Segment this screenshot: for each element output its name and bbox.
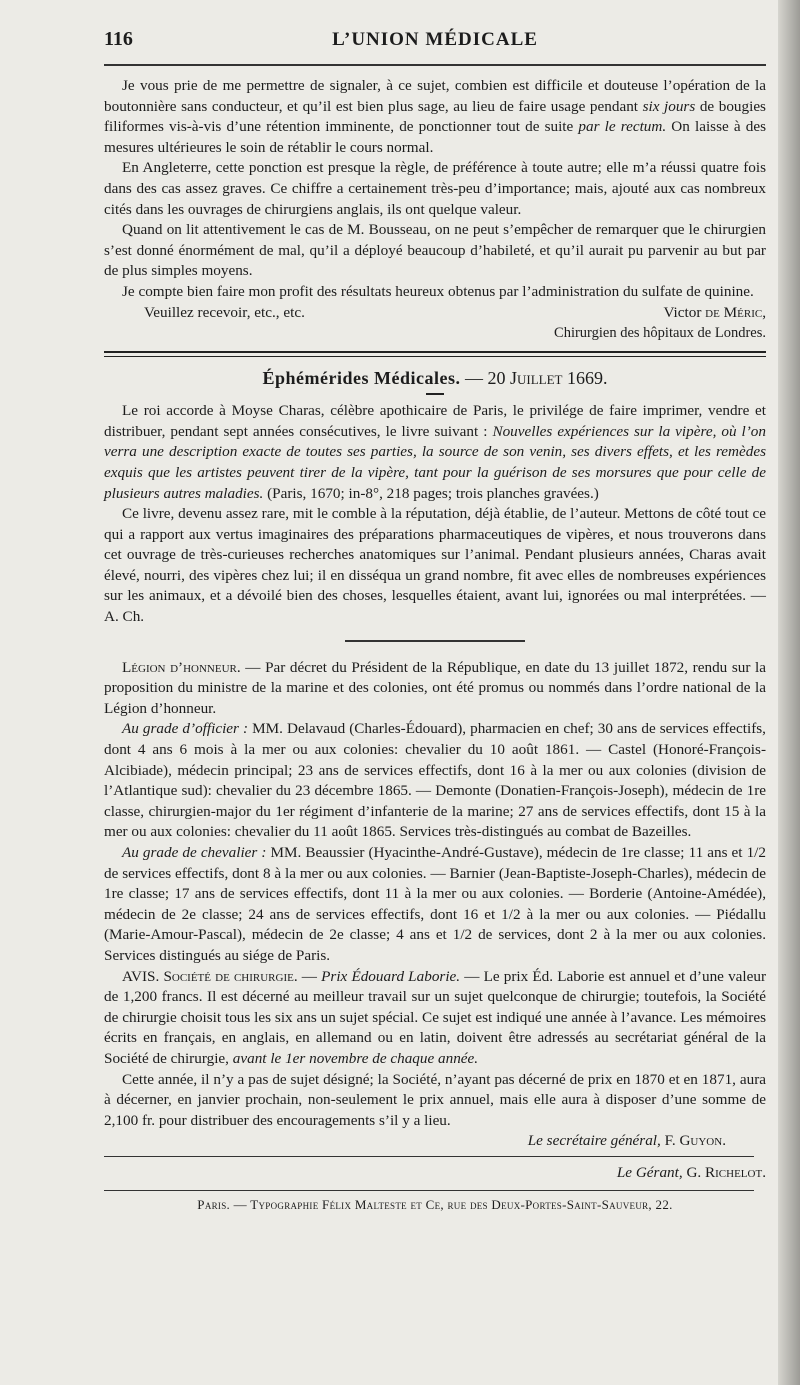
page-number: 116 [104,28,133,50]
letter-section [104,66,766,343]
signature-name: Victor de Méric, [663,303,766,321]
section-divider [104,351,766,357]
legion-paragraph: Légion d’honneur. — Par décret du Président de la République, en date du 13 juillet 1872, rendu sur la proposition du ministre de la marine et des colonies, ont été promus ou nommés dans l’ordre national de la Légion d’honneur. [104,658,766,717]
book-spine-shadow [778,0,800,1385]
letter-paragraph: Je vous prie de me permettre de signaler, à ce sujet, combien est difficile et douteuse l’opération de la boutonnière sans conducteur, et qu’il est bien plus sage, au lieu de faire usage pendant six jours de bougies filiformes vis-à-vis d’une rétention imminente, de ponctionner tout de suite par le rectum. On laisse à des mesures ultérieures le soin de rétablir le cours normal. [104,77,766,156]
ephemerides-title: Éphémérides Médicales. — 20 Juillet 1669. [262,368,608,389]
avis-paragraph: Cette année, il n’y a pas de sujet désigné; la Société, n’ayant pas décerné de prix en 1870 et en 1871, aura à décerner, en janvier prochain, non-seulement le prix annuel, mais elle aura à disposer d’une somme de 2,100 fr. pour distribuer des encouragements s’il y a lieu. [104,1070,766,1129]
avis-signature: Le secrétaire général, F. Guyon. [527,1132,726,1150]
title-dash [426,393,444,395]
ephemerides-paragraph: Ce livre, devenu assez rare, mit le comble à la réputation, déjà établie, de l’auteur. Mettons de côté tout ce qui a rapport aux vertus imaginaires des préparations pharmaceutiques de vipères, et nous trouverons dans cet ouvrage de très-curieuses recherches anatomiques sur l’animal. Pendant plusieurs années, Charas avait élevé, nourri, des vipères chez lui; il en disséqua un grand nombre, fit avec elles de nombreuses expériences sur les animaux, et a dévoilé bien des choses, lesquelles étaient, avant lui, ignorées ou mal interprétées. — A. Ch. [104,505,766,626]
page-header [104,28,766,66]
news-section [104,658,766,1152]
signature-affiliation: Chirurgien des hôpitaux de Londres. [554,325,766,342]
avis-paragraph: AVIS. Société de chirurgie. — Prix Édouard Laborie. — Le prix Éd. Laborie est annuel et d’une valeur de 1,200 francs. Il est décerné au meilleur travail sur un sujet quelconque de chirurgie; toutefois, la Société de chirurgie choisit tous les six ans un sujet spécial. Ce sujet est indiqué une année à l’avance. Les mémoires écrits en français, en anglais, en allemand ou en latin, doivent être adressés au secrétariat général de la Société de chirurgie, avant le 1er novembre de chaque année. [104,967,767,1067]
letter-paragraph: Je compte bien faire mon profit des résultats heureux obtenus par l’administration du sulfate de quinine. [122,282,754,300]
bottom-rule [104,1156,754,1157]
section-divider [345,640,525,642]
ephemerides-paragraph: Le roi accorde à Moyse Charas, célèbre apothicaire de Paris, le privilége de faire imprimer, vendre et distribuer, pendant sept années consécutives, le livre suivant : Nouvelles expériences sur la vipère, où l’on verra une description exacte de toutes ses parties, la source de son venin, ses divers effets, et les remèdes exquis que les artistes peuvent tirer de la vipère, tant pour la guérison de ses morsures que pour celle de plusieurs autres maladies. (Paris, 1670; in-8°, 218 pages; trois planches gravées.) [104,402,766,502]
gerant-line: Le Gérant, G. Richelot. [616,1163,766,1181]
letter-paragraph: Quand on lit attentivement le cas de M. Bousseau, on ne peut s’empêcher de remarquer que le chirurgien s’est donné énormément de mal, qu’il a déployé beaucoup d’habileté, et qu’il aurait pu parvenir au but par de plus simples moyens. [104,221,766,280]
letter-closing: Veuillez recevoir, etc., etc. [144,303,305,321]
letter-paragraph: En Angleterre, cette ponction est presque la règle, de préférence à toute autre; elle m’a réussi quatre fois dans des cas assez graves. Ce chiffre a certainement très-peu d’importance; mais, ajouté aux cas nombreux cités dans les ouvrages de chirurgiens anglais, ils ont quelque valeur. [104,159,766,218]
legion-paragraph: Au grade de chevalier : MM. Beaussier (Hyacinthe-André-Gustave), médecin de 1re classe; 11 ans et 1/2 de services effectifs, dont 8 à la mer ou aux colonies. — Barnier (Jean-Baptiste-Joseph-Charles), médecin de 1re classe; 17 ans de services effectifs, dont 11 à la mer ou aux colonies. — Borderie (Antoine-Amédée), médecin de 2e classe; 24 ans de services effectifs, dont 16 et 1/2 à la mer ou aux colonies. — Piédallu (Marie-Amour-Pascal), médecin de 2e classe; 4 ans et 1/2 de services, dont 2 à la mer ou aux colonies. Services distingués au siége de Paris. [104,844,766,964]
legion-paragraph: Au grade d’officier : MM. Delavaud (Charles-Édouard), pharmacien en chef; 30 ans de services effectifs, dont 4 ans 6 mois à la mer ou aux colonies: chevalier du 10 août 1861. — Castel (Honoré-François-Alcibiade), médecin principal; 23 ans de services effectifs, dont 16 à la mer ou aux colonies (division de l’Atlantique sud): chevalier du 23 décembre 1865. — Demonte (Donatien-François-Joseph), médecin de 1re classe, chirurgien-major du 1er régiment d’infanterie de la marine; 27 ans de services effectifs, dont 15 à la mer ou aux colonies: chevalier du 11 août 1865. Services très-distingués au combat de Bazeilles. [104,720,766,841]
imprint-rule [104,1190,754,1191]
running-title: L’UNION MÉDICALE [332,29,538,50]
letter-closing-row [104,303,766,324]
printer-imprint: Paris. — Typographie Félix Malteste et Ce, rue des Deux-Portes-Saint-Sauveur, 22. [197,1196,673,1212]
